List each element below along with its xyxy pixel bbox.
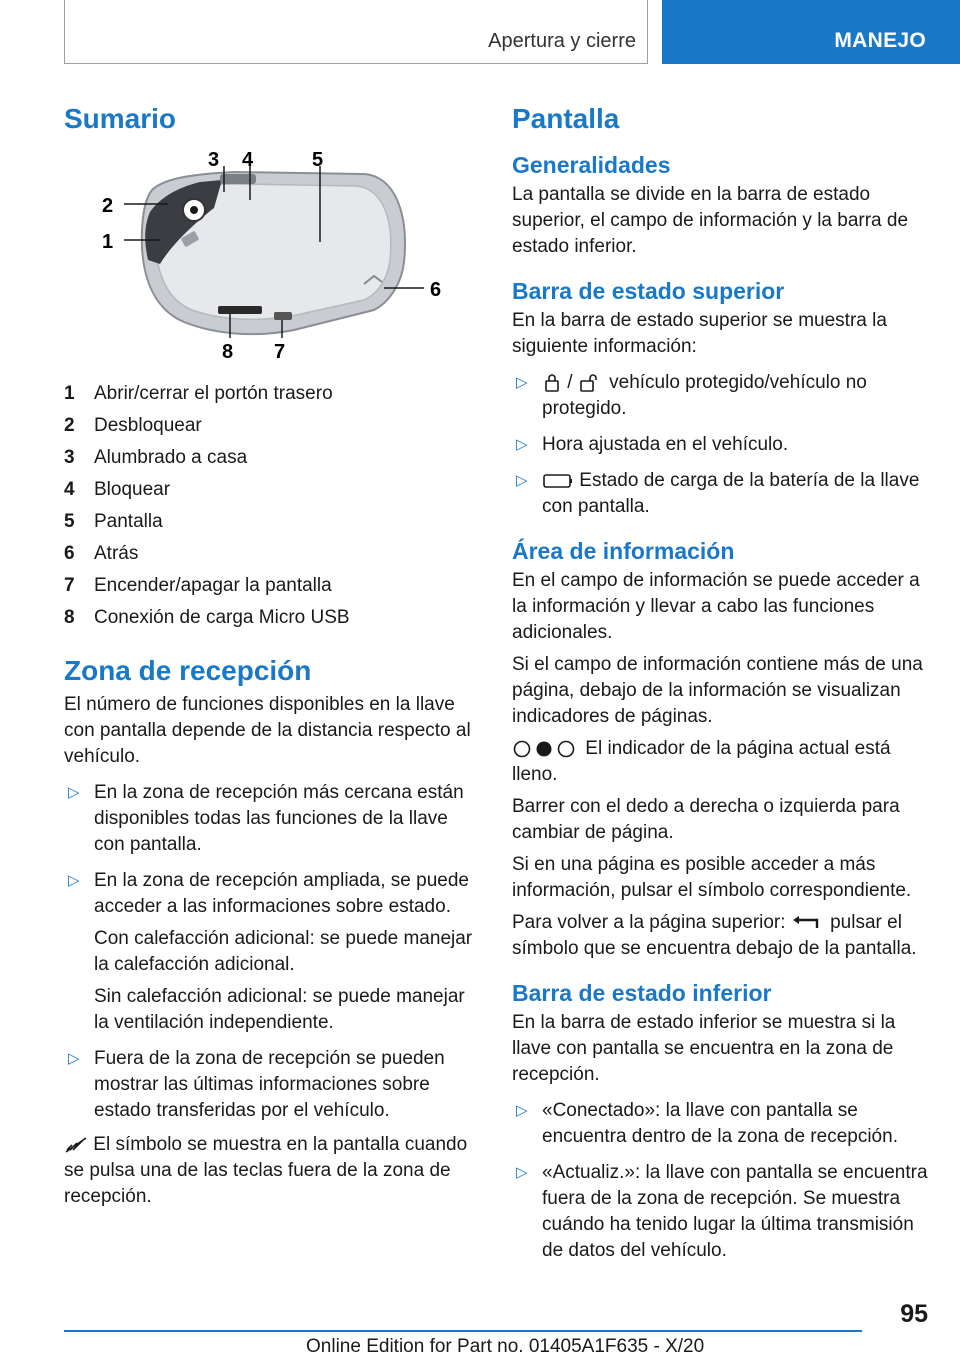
legend-number: 3	[64, 447, 75, 468]
legend-text: Encender/apagar la pantalla	[94, 575, 332, 596]
barra-superior-text: En la barra de estado superior se muestra la siguiente información:	[512, 310, 887, 357]
barra-inferior-text: En la barra de estado inferior se muestra si la llave con pantalla se encuentra en la zona de recepción.	[512, 1012, 896, 1085]
display-key-illustration	[64, 152, 480, 364]
callout-8: 8	[222, 341, 234, 363]
bullet-text: En la zona de recepción ampliada, se puede acceder a las informaciones sobre estado.	[94, 870, 469, 917]
triangle-bullet-icon: ▷	[516, 436, 528, 453]
barra-inferior-heading: Barra de estado inferior	[512, 980, 772, 1006]
legend-text: Pantalla	[94, 511, 163, 532]
callout-1: 1	[102, 231, 114, 253]
bullet-item	[512, 1098, 932, 1150]
bullet-text: Estado de carga de la batería de la llave con pantalla.	[542, 470, 920, 517]
chapter-tab[interactable]	[662, 0, 960, 64]
legend-item	[64, 410, 480, 442]
triangle-bullet-icon: ▷	[516, 472, 528, 489]
legend-number: 8	[64, 607, 75, 628]
bullet-item	[64, 780, 480, 858]
bullet-text: Hora ajustada en el vehículo.	[542, 434, 789, 455]
area-paragraph: Barrer con el dedo a derecha o izquierda para cambiar de página.	[512, 796, 900, 843]
pantalla-heading: Pantalla	[512, 103, 620, 134]
triangle-bullet-icon: ▷	[68, 784, 80, 801]
bullet-text: En la zona de recepción más cercana están disponibles todas las funciones de la llave con pantalla.	[94, 782, 464, 855]
edition-footer: Online Edition for Part no. 01405A1F635 - X/20	[306, 1336, 705, 1357]
bullet-text: «Actualiz.»: la llave con pantalla se encuentra fuera de la zona de recepción. Se muestra cuándo ha tenido lugar la última transmisión de datos del vehículo.	[542, 1162, 928, 1261]
legend-number: 1	[64, 383, 75, 404]
legend-text: Alumbrado a casa	[94, 447, 248, 468]
bullet-text: vehículo protegido/vehículo no protegido.	[542, 372, 867, 419]
page-indicator-note	[512, 736, 932, 788]
legend-text: Abrir/cerrar el portón trasero	[94, 383, 333, 404]
bullet-item	[64, 1046, 480, 1124]
page-indicator-dots-icon	[512, 739, 580, 759]
sumario-heading: Sumario	[64, 103, 177, 134]
zona-heading: Zona de recepción	[64, 655, 312, 686]
bullet-item	[512, 432, 932, 458]
generalidades-text: La pantalla se divide en la barra de estado superior, el campo de información y la barra de estado inferior.	[512, 184, 909, 257]
legend-list	[64, 378, 480, 634]
back-note	[512, 910, 932, 962]
triangle-bullet-icon: ▷	[516, 1164, 528, 1181]
legend-item	[64, 538, 480, 570]
legend-item	[64, 506, 480, 538]
triangle-bullet-icon: ▷	[68, 872, 80, 889]
legend-number: 7	[64, 575, 75, 596]
callout-7: 7	[274, 341, 286, 363]
back-note-text-b: pulsar el símbolo que se encuentra debajo de la pantalla.	[512, 912, 917, 959]
lock-closed-icon	[542, 373, 562, 393]
back-note-text-a: Para volver a la página superior:	[512, 912, 786, 933]
chapter-tab-label: MANEJO	[834, 29, 926, 52]
callout-6: 6	[430, 279, 442, 301]
bullet-item	[512, 1160, 932, 1264]
triangle-bullet-icon: ▷	[516, 374, 528, 391]
legend-text: Bloquear	[94, 479, 171, 500]
legend-item	[64, 570, 480, 602]
section-title: Apertura y cierre	[488, 30, 636, 52]
legend-item	[64, 442, 480, 474]
legend-number: 2	[64, 415, 75, 436]
no-signal-icon	[64, 1136, 88, 1154]
bullet-text: «Conectado»: la llave con pantalla se encuentra dentro de la zona de recepción.	[542, 1100, 898, 1147]
triangle-bullet-icon: ▷	[68, 1050, 80, 1067]
lock-separator: /	[567, 372, 573, 393]
legend-item	[64, 602, 480, 634]
legend-text: Atrás	[94, 543, 139, 564]
area-paragraph: Si el campo de información contiene más de una página, debajo de la información se visualizan indicadores de páginas.	[512, 654, 923, 727]
generalidades-heading: Generalidades	[512, 152, 671, 178]
callout-2: 2	[102, 195, 114, 217]
bullet-text: Fuera de la zona de recepción se pueden mostrar las últimas informaciones sobre estado transferidas por el vehículo.	[94, 1048, 445, 1121]
lock-open-icon	[578, 373, 604, 393]
callout-5: 5	[312, 152, 324, 171]
triangle-bullet-icon: ▷	[516, 1102, 528, 1119]
area-paragraph: En el campo de información se puede acceder a la información y llevar a cabo las funciones adicionales.	[512, 570, 920, 643]
battery-icon	[542, 473, 574, 489]
bullet-subtext: Sin calefacción adicional: se puede manejar la ventilación independiente.	[94, 986, 465, 1033]
bullet-item	[512, 370, 932, 422]
area-paragraph: Si en una página es posible acceder a más información, pulsar el símbolo correspondiente.	[512, 854, 912, 901]
legend-text: Conexión de carga Micro USB	[94, 607, 350, 628]
legend-number: 6	[64, 543, 75, 564]
page-indicator-text: El indicador de la página actual está lleno.	[512, 738, 891, 785]
bullet-item	[64, 868, 480, 920]
legend-number: 5	[64, 511, 75, 532]
callout-3: 3	[208, 152, 220, 171]
signal-note-text: El símbolo se muestra en la pantalla cuando se pulsa una de las teclas fuera de la zona de recepción.	[64, 1134, 468, 1207]
zona-intro: El número de funciones disponibles en la llave con pantalla depende de la distancia respecto al vehículo.	[64, 694, 471, 767]
back-arrow-icon	[791, 914, 825, 932]
legend-item	[64, 474, 480, 506]
area-informacion-heading: Área de información	[512, 538, 735, 564]
signal-note	[64, 1132, 480, 1210]
barra-superior-heading: Barra de estado superior	[512, 278, 785, 304]
key-figure	[64, 152, 480, 364]
left-column	[64, 98, 480, 1210]
legend-text: Desbloquear	[94, 415, 202, 436]
page-number: 95	[900, 1300, 928, 1328]
legend-item	[64, 378, 480, 410]
callout-4: 4	[242, 152, 254, 171]
footer-divider	[64, 1330, 862, 1332]
bullet-item	[512, 468, 932, 520]
legend-number: 4	[64, 479, 75, 500]
right-column	[512, 98, 932, 1264]
bullet-subtext: Con calefacción adicional: se puede manejar la calefacción adicional.	[94, 928, 473, 975]
